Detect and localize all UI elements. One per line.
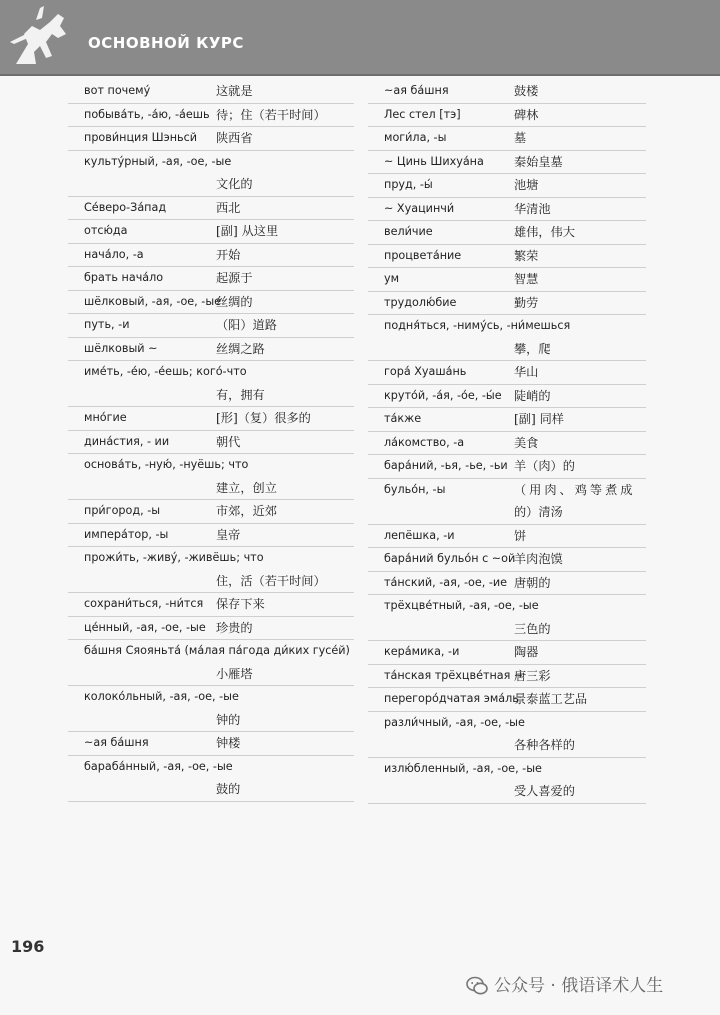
russian-word: отсю́да [84, 224, 128, 237]
russian-word: бульо́н, -ы [384, 482, 446, 496]
chinese-translation: 陶器 [514, 645, 539, 659]
russian-word: подня́ться, -ниму́сь, -ни́мешься [384, 319, 571, 332]
vocab-entry [368, 455, 646, 479]
chinese-translation: 鼓的 [216, 782, 241, 796]
wechat-icon [466, 976, 488, 996]
vocab-entry [68, 593, 354, 617]
russian-word: прови́нция Шэньсй [84, 131, 198, 144]
russian-word: шёлковый ~ [84, 341, 158, 355]
chinese-translation: 朝代 [216, 434, 241, 449]
vocab-entry [368, 385, 646, 409]
russian-word: трёхцве́тный, -ая, -ое, -ые [384, 599, 539, 612]
vocab-entry [68, 244, 354, 268]
vocab-entry [368, 104, 646, 128]
vocab-entry [368, 268, 646, 292]
vocab-entry [68, 291, 354, 315]
right-vocabulary-column [368, 80, 646, 804]
vocab-entry [68, 80, 354, 104]
vocab-entry [68, 197, 354, 221]
vocab-entry [68, 617, 354, 641]
russian-word: круто́й, -а́я, -о́е, -ы́е [384, 388, 502, 402]
chinese-translation: [副] 同样 [514, 412, 564, 426]
chinese-translation: 攀，爬 [514, 341, 551, 356]
chinese-translation: 秦始皇墓 [514, 154, 563, 169]
russian-word: нача́ло, -а [84, 247, 144, 261]
vocab-entry [68, 454, 354, 500]
vocab-entry [68, 756, 354, 802]
russian-word: ум [384, 272, 400, 285]
chinese-translation: 小雁塔 [216, 666, 253, 681]
vocab-entry [68, 151, 354, 197]
russian-word: перегоро́дчатая эма́ль [384, 692, 519, 705]
russian-word: разли́чный, -ая, -ое, -ые [384, 715, 525, 729]
chinese-translation: 智慧 [514, 272, 539, 286]
chinese-translation: 饼 [514, 528, 527, 543]
russian-word: ~ Хуацинчи́ [384, 201, 455, 215]
vocab-entry [368, 665, 646, 689]
vocab-entry [368, 712, 646, 758]
chinese-translation: 墓 [514, 131, 527, 145]
vocab-entry [368, 641, 646, 665]
vocab-entry [368, 595, 646, 641]
vocab-entry [68, 524, 354, 548]
vocab-entry [368, 525, 646, 549]
vocab-entry [68, 338, 354, 362]
chinese-translation: 陕西省 [216, 131, 253, 145]
russian-word: при́город, -ы [84, 504, 161, 517]
chinese-translation: 住，活（若干时间） [216, 573, 326, 588]
russian-word: мно́гие [84, 411, 127, 424]
vocab-entry [368, 361, 646, 385]
vocab-entry [368, 127, 646, 151]
chinese-translation: 丝绸的 [216, 294, 253, 309]
russian-word: бара́ний бульо́н с ~ой [384, 552, 516, 565]
vocab-entry [368, 408, 646, 432]
watermark-text: 公众号 · 俄语译术人生 [494, 976, 664, 996]
russian-word: вели́чие [384, 225, 433, 238]
russian-word: пруд, -ы́ [384, 178, 433, 191]
russian-word: лепёшка, -и [384, 528, 455, 542]
russian-word: це́нный, -ая, -ое, -ые [84, 620, 206, 634]
chinese-translation: 受人喜爱的 [514, 784, 575, 798]
russian-word: сохрани́ться, -ни́тся [84, 597, 204, 610]
chinese-translation: 皇帝 [216, 527, 241, 542]
russian-word: бараба́нный, -ая, -ое, -ые [84, 759, 233, 773]
chinese-translation: 钟的 [216, 712, 241, 727]
chinese-translation: 羊（肉）的 [514, 459, 575, 473]
vocab-entry [68, 640, 354, 686]
russian-word: побыва́ть, -а́ю, -а́ешь [84, 107, 210, 121]
chinese-translation: 起源于 [216, 271, 253, 285]
vocab-entry [368, 432, 646, 456]
chinese-translation: 各种各样的 [514, 738, 575, 752]
chinese-translation: 羊肉泡馍 [514, 552, 563, 566]
russian-word: ~ая ба́шня [84, 736, 149, 749]
russian-word: прожи́ть, -живу́, -живёшь; что [84, 551, 264, 564]
chinese-translation: 碑林 [514, 107, 539, 122]
russian-word: процвета́ние [384, 248, 462, 262]
vocab-entry [368, 548, 646, 572]
vocab-entry [368, 292, 646, 316]
chinese-translation: 景泰蓝工艺品 [514, 692, 588, 706]
chinese-translation: 钟楼 [216, 736, 241, 750]
chinese-translation: 文化的 [216, 177, 253, 191]
vocab-entry [368, 80, 646, 104]
chinese-translation: 市郊，近郊 [216, 504, 277, 518]
russian-word: основа́ть, -ную́, -нуёшь; что [84, 458, 249, 471]
russian-word: моги́ла, -ы [384, 131, 447, 144]
chinese-translation: 珍贵的 [216, 620, 253, 635]
russian-word: культу́рный, -ая, -ое, -ые [84, 154, 232, 168]
watermark [466, 972, 663, 1000]
chinese-translation: 雄伟，伟大 [514, 225, 575, 239]
vocab-entry [368, 174, 646, 198]
russian-word: излю́бленный, -ая, -ое, -ые [384, 761, 542, 775]
chinese-translation: 丝绸之路 [216, 341, 265, 356]
russian-word: трудолю́бие [384, 295, 457, 309]
vocab-entry [368, 245, 646, 269]
chinese-translation: 陡峭的 [514, 388, 551, 403]
horseman-logo-icon [6, 4, 86, 70]
russian-word: колоко́льный, -ая, -ое, -ые [84, 690, 239, 703]
vocab-entry [368, 221, 646, 245]
chinese-translation: [副] 从这里 [216, 224, 279, 238]
russian-word: ~ая ба́шня [384, 84, 449, 97]
russian-word: ба́шня Сяояньта́ (ма́лая па́года ди́ких гусе́й) [84, 644, 350, 657]
vocab-entry [68, 431, 354, 455]
chinese-translation: 西北 [216, 200, 241, 215]
vocab-entry [368, 198, 646, 222]
vocab-entry [68, 500, 354, 524]
chinese-translation: 华清池 [514, 201, 551, 216]
russian-word: вот почему́ [84, 84, 151, 97]
left-vocabulary-column [68, 80, 354, 802]
russian-word: импера́тор, -ы [84, 527, 169, 541]
chinese-translation: （阳）道路 [216, 318, 277, 332]
vocab-entry [368, 151, 646, 175]
course-title: ОСНОВНОЙ КУРС [88, 34, 244, 52]
russian-word: кера́мика, -и [384, 645, 460, 658]
chinese-translation: 美食 [514, 435, 539, 450]
chinese-translation: 的）清汤 [514, 505, 563, 519]
russian-word: ~ Цинь Шихуа́на [384, 154, 484, 168]
vocab-entry [68, 547, 354, 593]
header-divider [0, 74, 720, 76]
russian-word: ла́комство, -а [384, 435, 465, 449]
vocab-entry [368, 315, 646, 361]
chinese-translation: 池塘 [514, 178, 539, 192]
page-header [0, 0, 720, 74]
chinese-translation: 华山 [514, 365, 539, 379]
chinese-translation: 三色的 [514, 621, 551, 636]
vocab-entry [68, 361, 354, 407]
chinese-translation: 勤劳 [514, 295, 539, 310]
vocab-entry [68, 104, 354, 128]
russian-word: гора́ Хуаша́нь [384, 365, 467, 378]
vocab-entry [68, 407, 354, 431]
vocab-entry [368, 688, 646, 712]
russian-word: Се́веро-За́пад [84, 200, 167, 214]
vocab-entry [368, 758, 646, 804]
chinese-translation: 繁荣 [514, 248, 539, 263]
vocab-entry [68, 267, 354, 291]
russian-word: име́ть, -е́ю, -е́ешь; кого́-что [84, 365, 247, 378]
vocab-entry [368, 572, 646, 596]
russian-word: бара́ний, -ья, -ье, -ьи [384, 459, 508, 472]
page-number: 196 [11, 937, 45, 956]
vocab-entry [68, 220, 354, 244]
chinese-translation: 开始 [216, 247, 241, 262]
russian-word: та́нский, -ая, -ое, -ие [384, 575, 508, 589]
russian-word: брать нача́ло [84, 271, 164, 284]
chinese-translation: 这就是 [216, 84, 253, 98]
vocab-entry [68, 686, 354, 732]
russian-word: путь, -и [84, 318, 130, 331]
chinese-translation: 唐三彩 [514, 668, 551, 683]
vocab-entry [68, 127, 354, 151]
chinese-translation: （用肉、鸡等煮成 [514, 482, 636, 497]
russian-word: Лес стел [тэ] [384, 107, 461, 121]
chinese-translation: 建立，创立 [216, 480, 277, 495]
russian-word: шёлковый, -ая, -ое, -ые [84, 294, 222, 308]
russian-word: та́нская трёхцве́тная ~ [384, 668, 524, 682]
chinese-translation: 唐朝的 [514, 575, 551, 590]
chinese-translation: 鼓楼 [514, 84, 539, 98]
chinese-translation: 保存下来 [216, 597, 265, 611]
chinese-translation: 待；住（若干时间） [216, 107, 326, 122]
chinese-translation: 有，拥有 [216, 387, 265, 402]
vocab-entry [368, 479, 646, 525]
chinese-translation: [形]（复）很多的 [216, 411, 311, 425]
vocab-entry [68, 732, 354, 756]
russian-word: та́кже [384, 412, 422, 425]
vocab-entry [68, 314, 354, 338]
russian-word: дина́стия, - ии [84, 434, 170, 448]
